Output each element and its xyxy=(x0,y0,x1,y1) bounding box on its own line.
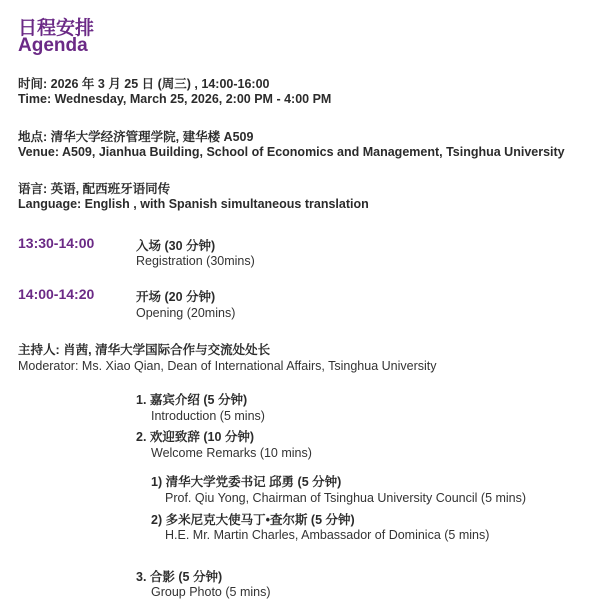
speaker-charles-cn: 2) 多米尼克大使马丁•查尔斯 (5 分钟) xyxy=(151,513,355,527)
schedule-title-cn-registration: 入场 (30 分钟) xyxy=(136,239,216,253)
venue-en: Venue: A509, Jianhua Building, School of Economics and Management, Tsinghua University xyxy=(18,145,565,159)
agenda-item-welcome-cn: 2. 欢迎致辞 (10 分钟) xyxy=(136,430,255,444)
moderator-en: Moderator: Ms. Xiao Qian, Dean of International Affairs, Tsinghua University xyxy=(18,359,437,373)
speaker-qiu-en: Prof. Qiu Yong, Chairman of Tsinghua University Council (5 mins) xyxy=(165,491,527,505)
schedule-time-opening: 14:00-14:20 xyxy=(18,286,95,302)
moderator-cn: 主持人: 肖茜, 清华大学国际合作与交流处处长 xyxy=(18,343,271,357)
agenda-item-photo-cn: 3. 合影 (5 分钟) xyxy=(136,570,223,584)
agenda-title-en: Agenda xyxy=(18,35,88,56)
agenda-item-welcome-en: Welcome Remarks (10 mins) xyxy=(151,446,312,460)
schedule-title-cn-opening: 开场 (20 分钟) xyxy=(136,290,216,304)
language-cn: 语言: 英语, 配西班牙语同传 xyxy=(18,182,171,196)
time-cn: 时间: 2026 年 3 月 25 日 (周三) , 14:00-16:00 xyxy=(18,77,270,91)
speaker-qiu-cn: 1) 清华大学党委书记 邱勇 (5 分钟) xyxy=(151,475,342,489)
schedule-title-en-registration: Registration (30mins) xyxy=(136,254,255,268)
agenda-title-cn: 日程安排 xyxy=(18,18,95,39)
language-en: Language: English , with Spanish simultaneous translation xyxy=(18,197,369,211)
speaker-charles-en: H.E. Mr. Martin Charles, Ambassador of Dominica (5 mins) xyxy=(165,528,490,542)
schedule-title-en-opening: Opening (20mins) xyxy=(136,306,236,320)
agenda-item-introduction-cn: 1. 嘉宾介绍 (5 分钟) xyxy=(136,393,248,407)
agenda-item-photo-en: Group Photo (5 mins) xyxy=(151,585,271,599)
agenda-item-introduction-en: Introduction (5 mins) xyxy=(151,409,265,423)
time-en: Time: Wednesday, March 25, 2026, 2:00 PM - 4:00 PM xyxy=(18,92,332,106)
schedule-time-registration: 13:30-14:00 xyxy=(18,235,95,251)
venue-cn: 地点: 清华大学经济管理学院, 建华楼 A509 xyxy=(18,130,254,144)
